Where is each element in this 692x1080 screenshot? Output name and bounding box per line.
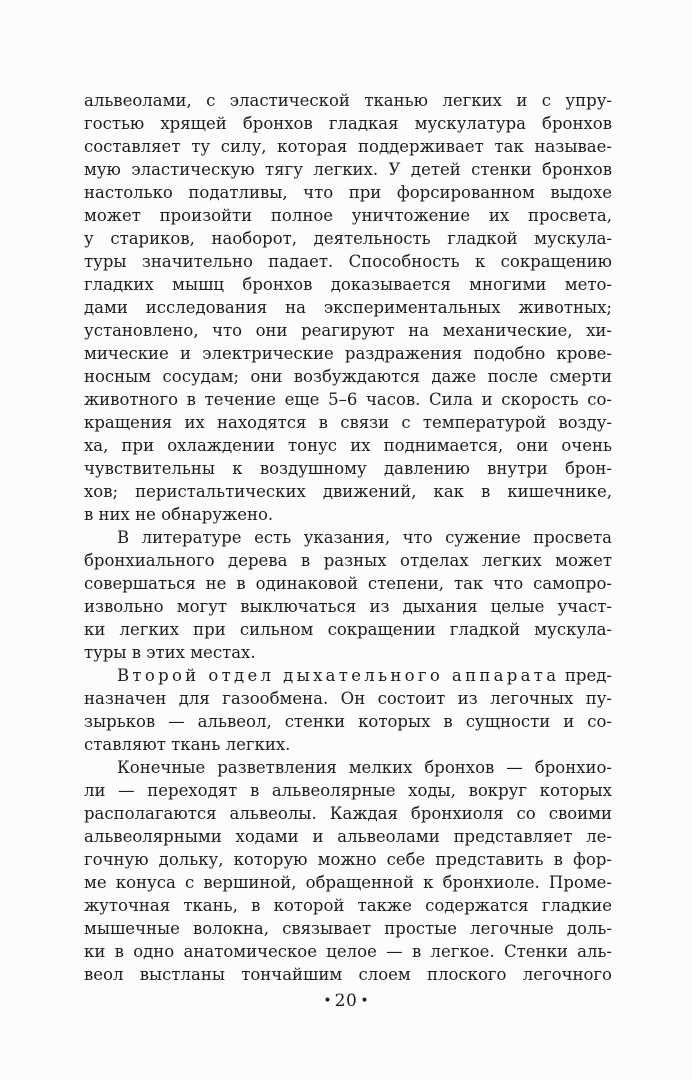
text-block bbox=[84, 89, 612, 986]
footer-bullet-right-icon: • bbox=[360, 993, 369, 1009]
text-line: ки легких при сильном сокращении гладкой мускула- bbox=[84, 620, 612, 639]
text-line: установлено, что они реагируют на механические, хи- bbox=[84, 321, 612, 340]
text-line: совершаться не в одинаковой степени, так что самопро- bbox=[84, 574, 612, 593]
text-line: бронхиального дерева в разных отделах легких может bbox=[84, 551, 612, 570]
text-line: животного в течение еще 5–6 часов. Сила и скорость со- bbox=[84, 390, 612, 409]
text-line: ха, при охлаждении тонус их поднимается, они очень bbox=[84, 436, 612, 455]
text-line: зырьков — альвеол, стенки которых в сущности и со- bbox=[84, 712, 612, 731]
text-line: располагаются альвеолы. Каждая бронхиоля со своими bbox=[84, 804, 612, 823]
text-line: дами исследования на экспериментальных животных; bbox=[84, 298, 612, 317]
text-line: Конечные разветвления мелких бронхов — бронхио- bbox=[117, 758, 612, 777]
text-line: ставляют ткань легких. bbox=[84, 735, 291, 754]
text-line: гочную дольку, которую можно себе представить в фор- bbox=[84, 850, 612, 869]
paragraph bbox=[84, 756, 612, 986]
text-line: назначен для газообмена. Он состоит из легочных пу- bbox=[84, 689, 612, 708]
text-line: ме конуса с вершиной, обращенной к бронхиоле. Проме- bbox=[84, 873, 612, 892]
text-line: может произойти полное уничтожение их просвета, bbox=[84, 206, 612, 225]
text-line: веол выстланы тончайшим слоем плоского легочного bbox=[84, 965, 612, 984]
text-line: ли — переходят в альвеолярные ходы, вокруг которых bbox=[84, 781, 612, 800]
text-line: альвеолами, с эластической тканью легких и с упру- bbox=[84, 91, 612, 110]
text-line: чувствительны к воздушному давлению внутри брон- bbox=[84, 459, 612, 478]
page-footer bbox=[0, 991, 692, 1011]
text-run: пред- bbox=[559, 666, 612, 685]
emphasized-spaced-text: Второй отдел дыхательного аппарата bbox=[117, 666, 560, 685]
text-line: у стариков, наоборот, деятельность гладкой мускула- bbox=[84, 229, 612, 248]
page-number: 20 bbox=[334, 991, 358, 1011]
text-line: мические и электрические раздражения подобно крове- bbox=[84, 344, 612, 363]
footer-bullet-left-icon: • bbox=[323, 993, 332, 1009]
text-line: составляет ту силу, которая поддерживает так называе- bbox=[84, 137, 612, 156]
text-line: мую эластическую тягу легких. У детей стенки бронхов bbox=[84, 160, 612, 179]
text-line bbox=[84, 664, 612, 687]
text-line: альвеолярными ходами и альвеолами представляет ле- bbox=[84, 827, 612, 846]
text-line: настолько податливы, что при форсированном выдохе bbox=[84, 183, 612, 202]
text-line: гостью хрящей бронхов гладкая мускулатура бронхов bbox=[84, 114, 612, 133]
text-line: жуточная ткань, в которой также содержатся гладкие bbox=[84, 896, 612, 915]
text-line: мышечные волокна, связывает простые легочные доль- bbox=[84, 919, 612, 938]
text-line: носным сосудам; они возбуждаются даже после смерти bbox=[84, 367, 612, 386]
text-line: ки в одно анатомическое целое — в легкое. Стенки аль- bbox=[84, 942, 612, 961]
text-line: туры значительно падает. Способность к сокращению bbox=[84, 252, 612, 271]
text-line: В литературе есть указания, что сужение просвета bbox=[117, 528, 612, 547]
text-line: гладких мышц бронхов доказывается многими мето- bbox=[84, 275, 612, 294]
paragraph bbox=[84, 89, 612, 526]
text-line: в них не обнаружено. bbox=[84, 505, 274, 524]
text-line: извольно могут выключаться из дыхания целые участ- bbox=[84, 597, 612, 616]
text-line: туры в этих местах. bbox=[84, 643, 256, 662]
paragraph bbox=[84, 664, 612, 756]
text-line: хов; перистальтических движений, как в кишечнике, bbox=[84, 482, 612, 501]
text-line: кращения их находятся в связи с температурой возду- bbox=[84, 413, 612, 432]
paragraph bbox=[84, 526, 612, 664]
